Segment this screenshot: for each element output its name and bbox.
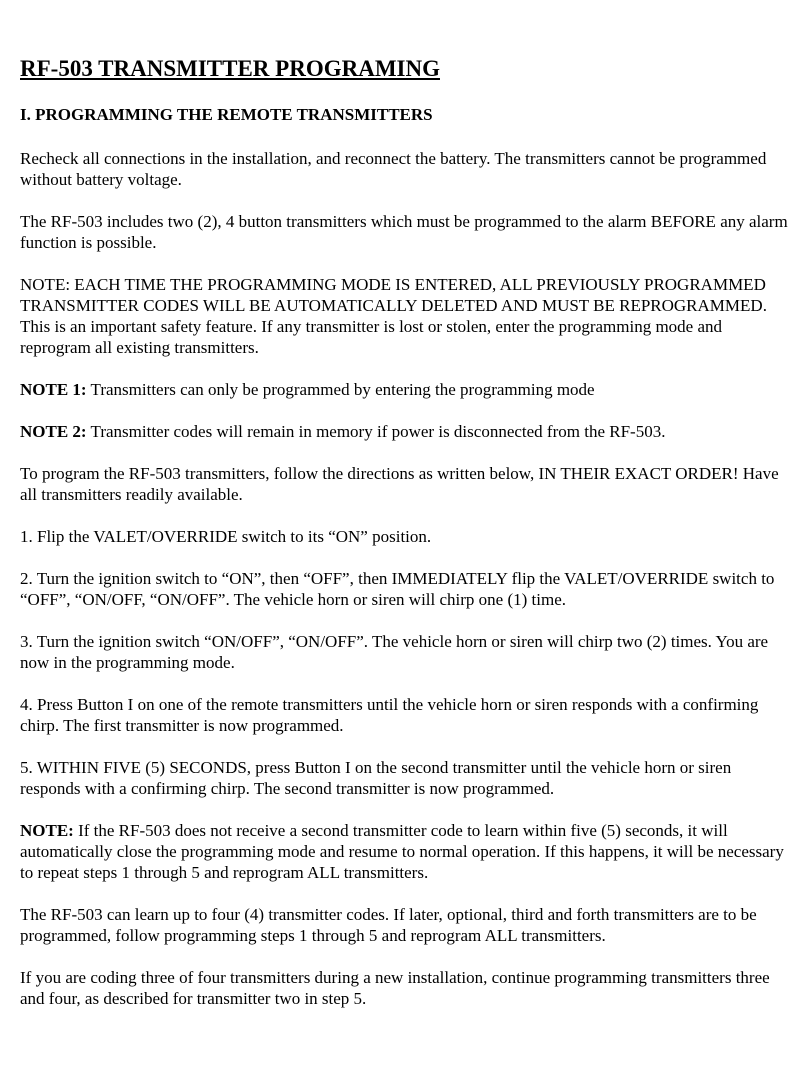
paragraph-coding-three-four: If you are coding three of four transmitters during a new installation, continue programming transmitters three and four, as described for transmitter two in step 5. xyxy=(20,968,770,1008)
page-title: RF-503 TRANSMITTER PROGRAMING xyxy=(20,56,440,81)
note-2 xyxy=(20,421,792,442)
note-2-label: NOTE 2: xyxy=(20,422,87,441)
note-1 xyxy=(20,379,792,400)
step-3: 3. Turn the ignition switch “ON/OFF”, “ON/OFF”. The vehicle horn or siren will chirp two (2) times. You are now in the programming mode. xyxy=(20,632,769,672)
paragraph-learn-codes: The RF-503 can learn up to four (4) transmitter codes. If later, optional, third and forth transmitters are to be programmed, follow programming steps 1 through 5 and reprogram ALL transmitters. xyxy=(20,905,757,945)
note-3-label: NOTE: xyxy=(20,821,74,840)
step-4: 4. Press Button I on one of the remote transmitters until the vehicle horn or siren responds with a confirming chirp. The first transmitter is now programmed. xyxy=(20,695,759,735)
paragraph-reconnect-battery: Recheck all connections in the installation, and reconnect the battery. The transmitters cannot be programmed without battery voltage. xyxy=(20,149,767,189)
note-1-text: Transmitters can only be programmed by entering the programming mode xyxy=(86,380,595,399)
paragraph-includes-transmitters: The RF-503 includes two (2), 4 button transmitters which must be programmed to the alarm BEFORE any alarm function is possible. xyxy=(20,212,788,252)
note-2-text: Transmitter codes will remain in memory if power is disconnected from the RF-503. xyxy=(86,422,666,441)
step-5: 5. WITHIN FIVE (5) SECONDS, press Button I on the second transmitter until the vehicle horn or siren responds with a confirming chirp. The second transmitter is now programmed. xyxy=(20,758,732,798)
section-heading: I. PROGRAMMING THE REMOTE TRANSMITTERS xyxy=(20,105,433,124)
note-1-label: NOTE 1: xyxy=(20,380,87,399)
document-page xyxy=(20,53,792,1009)
step-2: 2. Turn the ignition switch to “ON”, then “OFF”, then IMMEDIATELY flip the VALET/OVERRIDE switch to “OFF”, “ON/OFF, “ON/OFF”. The vehicle horn or siren will chirp one (1) time. xyxy=(20,569,775,609)
note-3-text: If the RF-503 does not receive a second transmitter code to learn within five (5) seconds, it will automatically close the programming mode and resume to normal operation. If this happens, it will be necessary to repeat steps 1 through 5 and reprogram ALL transmitters. xyxy=(20,821,784,882)
paragraph-program-instructions: To program the RF-503 transmitters, follow the directions as written below, IN THEIR EXACT ORDER! Have all transmitters readily available. xyxy=(20,464,779,504)
note-3 xyxy=(20,820,792,883)
step-1: 1. Flip the VALET/OVERRIDE switch to its “ON” position. xyxy=(20,527,432,546)
paragraph-programming-note: NOTE: EACH TIME THE PROGRAMMING MODE IS ENTERED, ALL PREVIOUSLY PROGRAMMED TRANSMITTER CODES WILL BE AUTOMATICALLY DELETED AND MUST BE REPROGRAMMED. This is an important safety feature. If any transmitter is lost or stolen, enter the programming mode and reprogram all existing transmitters. xyxy=(20,275,767,357)
